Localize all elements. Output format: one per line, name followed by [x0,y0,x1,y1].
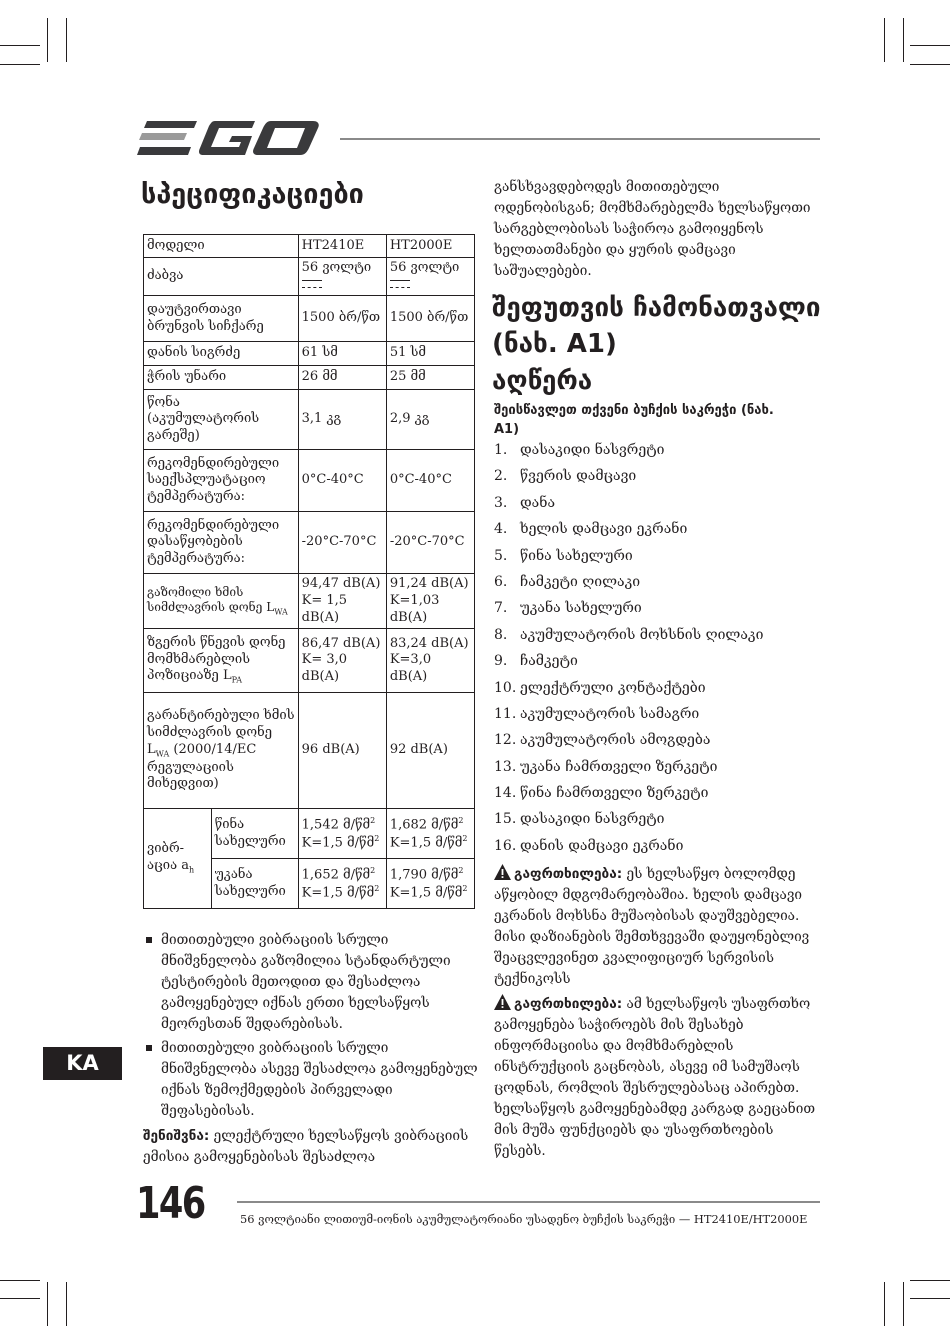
cutting-capacity-a: 26 მმ [298,366,386,390]
sound-power-label: გაზომილი ხმის სიმძლავრის დონე $L_{WA}$ [144,574,299,629]
dc-symbol-icon [302,280,322,288]
list-item: 6. ჩამკეტი ღილაკი [494,573,641,590]
blade-length-label: დანის სიგრძე [144,342,299,366]
speed-b: 1500 ბრ/წთ [386,296,474,342]
table-row [144,390,475,450]
crop-mark [0,45,40,46]
list-item: 7. უკანა სახელური [494,600,642,617]
crop-mark [66,18,67,62]
sound-pressure-a: 86,47 dB(A) K= 3,0 dB(A) [298,629,386,693]
description-title: აღწერა [492,366,593,396]
bullet-square-icon [146,937,152,943]
voltage-a: 56 ვოლტი [298,258,386,296]
list-item: 14. წინა ჩამრთველი ზერკეტი [494,785,709,802]
warning-text: ეს ხელსაწყო ბოლომდე აწყობილ მდგომარეობაშია. ხელის დამცავი ეკრანის მოხსნა მუშაობისას დაუშვებელია. მისი დაზიანების შემთხვევაში დაუყონებლივ შეაცვლევინეთ კვალიფიციურ სერვისის ტექნიკოსს [494,866,810,988]
crop-mark [47,18,48,62]
header-rule [340,138,820,140]
crop-mark [0,1280,40,1281]
table-row [144,512,475,574]
note-paragraph [143,1126,483,1168]
table-row [144,366,475,390]
table-row [144,809,475,859]
model-ht2410e: HT2410E [298,235,386,258]
list-item: 8. აკუმულატორის მოხსნის ღილაკი [494,626,764,643]
table-row [144,296,475,342]
cutting-capacity-b: 25 მმ [386,366,474,390]
ego-logo [137,117,321,159]
dc-symbol-icon [390,280,410,288]
table-row [144,342,475,366]
crop-mark [884,18,885,62]
operating-temp-label: რეკომენდირებული საექსპლუატაციო ტემპერატურა: [144,450,299,512]
list-item: 12. აკუმულატორის ამოგდება [494,732,711,749]
warning-triangle-icon [494,994,511,1010]
voltage-b: 56 ვოლტი [386,258,474,296]
warning-text: ამ ხელსაწყოს უსაფრთხო გამოყენება საჭიროებს მის შესახებ ინფორმაციისა და მომხმარებლის ინსტრუქციის გაცნობას, ასევე იმ სამუშაოს ცოდნას, რომლის შესრულებასაც აპირებთ. ხელსაწყოს გამოყენებამდე კარგად გაეცანით მის მუშა ფუნქციებს და უსაფრთხოების წესებს. [494,996,816,1160]
voltage-label: ძაბვა [144,258,299,296]
specifications-table [143,234,475,909]
warning-paragraph-2 [494,994,824,1163]
crop-mark [884,1282,885,1326]
vibration-front-b: 1,682 მ/წმ$^2$ K=1,5 მ/წმ$^2$ [386,809,474,859]
list-item: 11. აკუმულატორის სამაგრი [494,705,700,722]
list-item: 16. დანის დამცავი ეკრანი [494,837,684,854]
footer-rule [237,1201,820,1203]
sound-pressure-label: ზგერის წნევის დონე მომხმარებლის პოზიციაზე $L_{PA}$ [144,629,299,693]
sound-power-a: 94,47 dB(A) K= 1,5 dB(A) [298,574,386,629]
specifications-title: სპეციფიკაციები [141,179,364,210]
crop-mark [910,1280,950,1281]
weight-a: 3,1 კგ [298,390,386,450]
crop-mark [903,1282,904,1326]
storage-temp-a: -20°C-70°C [298,512,386,574]
table-row [144,629,475,693]
table-row [144,235,475,258]
crop-mark [0,64,40,65]
vibration-rear-b: 1,790 მ/წმ$^2$ K=1,5 მ/წმ$^2$ [386,859,474,909]
vibration-rear-label: უკანა სახელური [211,859,298,909]
list-item: 10. ელექტრული კონტაქტები [494,679,706,696]
sound-pressure-b: 83,24 dB(A) K=3,0 dB(A) [386,629,474,693]
footer-text: 56 ვოლტიანი ლითიუმ-იონის აკუმულატორიანი უსადენო ბუჩქის საკრეჭი — HT2410E/HT2000E [240,1212,808,1226]
crop-mark [47,1282,48,1326]
model-label: მოდელი [144,235,299,258]
sound-power-b: 91,24 dB(A) K=1,03 dB(A) [386,574,474,629]
speed-a: 1500 ბრ/წთ [298,296,386,342]
warning-label: გაფრთხილება: [514,996,623,1012]
note-text: ელექტრული ხელსაწყოს ვიბრაციის ემისია გამოყენებისას შესაძლოა [143,1128,469,1166]
crop-mark [910,1298,950,1299]
speed-label: დაუტვირთავი ბრუნვის სიჩქარე [144,296,299,342]
crop-mark [0,1298,40,1299]
bullet-vibration-assessment: მითითებული ვიბრაციის სრული მნიშვნელობა ასევე შესაძლოა გამოყენებულ იქნას ზემოქმედების პირველადი შეფასებისას. [146,1038,481,1122]
list-item: 3. დანა [494,494,556,511]
warning-label: გაფრთხილება: [514,866,623,882]
crop-mark [910,45,950,46]
intro-paragraph: განსხვავდებოდეს მითითებული ოდენობისგან; მომხმარებელმა ხელსაწყოთი სარგებლობისას საჭიროა გამოიყენოს ხელთათმანები და ყურის დამცავი საშუალებები. [494,179,811,280]
list-item: 13. უკანა ჩამრთველი ზერკეტი [494,758,718,775]
operating-temp-b: 0°C-40°C [386,450,474,512]
bullet-square-icon [146,1045,152,1051]
storage-temp-b: -20°C-70°C [386,512,474,574]
list-item: 9. ჩამკეტი [494,653,578,670]
parts-list [494,442,824,864]
weight-b: 2,9 კგ [386,390,474,450]
guaranteed-sound-a: 96 dB(A) [298,693,386,809]
list-heading: შეისწავლეთ თქვენი ბუჩქის საკრეჭი (ნახ. A1) [494,403,774,437]
warning-triangle-icon [494,864,511,880]
vibration-rear-a: 1,652 მ/წმ$^2$ K=1,5 მ/წმ$^2$ [298,859,386,909]
list-item: 15. დასაკიდი ნასვრეტი [494,811,665,828]
bullet-vibration-comparison: მითითებული ვიბრაციის სრული მნიშვნელობა გაზომილია სტანდარტული ტესტირების მეთოდით და შესაძლოა გამოყენებულ იქნას ერთი ხელსაწყოს მეორესთან შედარებისას. [146,930,481,1035]
table-row [144,693,475,809]
operating-temp-a: 0°C-40°C [298,450,386,512]
vibration-front-label: წინა სახელური [211,809,298,859]
crop-mark [66,1282,67,1326]
packing-list-title: შეფუთვის ჩამონათვალი (ნახ. A1) [492,293,821,359]
guaranteed-sound-b: 92 dB(A) [386,693,474,809]
table-row [144,574,475,629]
table-row [144,450,475,512]
list-item: 2. წვერის დამცავი [494,468,637,485]
list-item: 4. ხელის დამცავი ეკრანი [494,521,688,538]
table-row [144,258,475,296]
vibration-front-a: 1,542 მ/წმ$^2$ K=1,5 მ/წმ$^2$ [298,809,386,859]
page-number: 146 [136,1178,205,1229]
guaranteed-sound-label: გარანტირებული ხმის სიმძლავრის დონე $L_{WA}$ (2000/14/EC რეგულაციის მიხედვით) [144,693,299,809]
cutting-capacity-label: ჭრის უნარი [144,366,299,390]
list-item: 1. დასაკიდი ნასვრეტი [494,442,665,458]
note-label: შენიშვნა: [143,1128,210,1144]
warning-paragraph-1 [494,864,824,990]
weight-label: წონა (აკუმულატორის გარეშე) [144,390,299,450]
blade-length-b: 51 სმ [386,342,474,366]
blade-length-a: 61 სმ [298,342,386,366]
list-item: 5. წინა სახელური [494,547,633,564]
crop-mark [910,64,950,65]
language-tab: KA [43,1047,122,1080]
model-ht2000e: HT2000E [386,235,474,258]
crop-mark [903,18,904,62]
vibration-label: ვიბრ-აცია $a_h$ [144,809,212,909]
storage-temp-label: რეკომენდირებული დასაწყობების ტემპერატურა: [144,512,299,574]
